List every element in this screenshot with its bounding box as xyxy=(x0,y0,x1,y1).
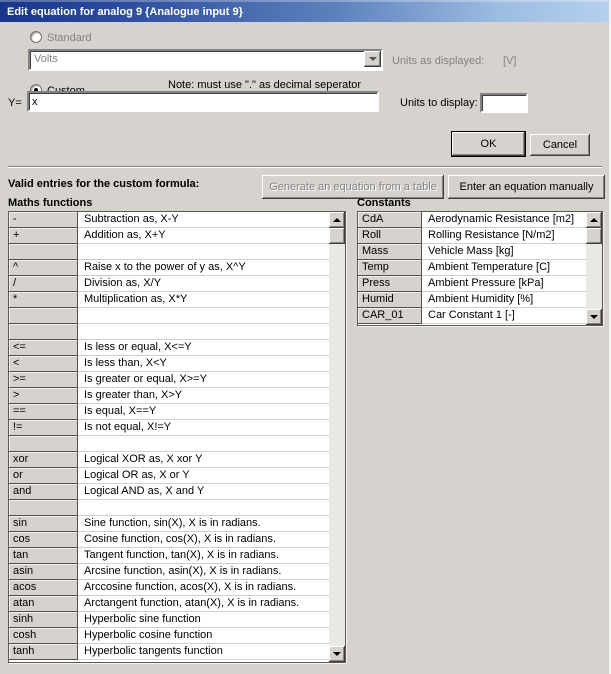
scroll-down-button[interactable] xyxy=(586,309,602,325)
function-description-cell: Is greater or equal, X>=Y xyxy=(78,372,329,388)
function-description-cell: Arctangent function, atan(X), X is in radians. xyxy=(78,596,329,612)
function-description-cell: Hyperbolic cosine function xyxy=(78,628,329,644)
units-as-displayed-value: [V] xyxy=(503,55,517,67)
function-description-cell: Rolling Resistance [N/m2] xyxy=(422,228,586,244)
function-description-cell: Aerodynamic Resistance [m2] xyxy=(422,212,586,228)
function-description-cell: Logical OR as, X or Y xyxy=(78,468,329,484)
function-description-cell: Hyperbolic tangents function xyxy=(78,644,329,660)
function-name-cell: CAR_01 xyxy=(358,308,422,324)
units-as-displayed-label: Units as displayed: xyxy=(392,55,485,67)
table-row[interactable] xyxy=(9,228,329,244)
function-name-cell xyxy=(9,436,78,452)
window-title: Edit equation for analog 9 {Analogue input 9} xyxy=(7,6,243,18)
function-name-cell: Roll xyxy=(358,228,422,244)
table-row[interactable] xyxy=(9,260,329,276)
units-to-display-input[interactable] xyxy=(480,93,528,113)
cancel-button-label: Cancel xyxy=(542,139,578,151)
function-description-cell: Raise x to the power of y as, X^Y xyxy=(78,260,329,276)
constants-title: Constants xyxy=(357,197,411,209)
function-description-cell: Logical XOR as, X xor Y xyxy=(78,452,329,468)
function-name-cell: + xyxy=(9,228,78,244)
maths-functions-table xyxy=(8,211,346,663)
function-name-cell: cosh xyxy=(9,628,78,644)
table-row[interactable] xyxy=(9,468,329,484)
function-description-cell: Hyperbolic sine function xyxy=(78,612,329,628)
function-name-cell: Press xyxy=(358,276,422,292)
table-row[interactable] xyxy=(9,276,329,292)
maths-functions-title: Maths functions xyxy=(8,197,93,209)
enter-equation-manually-button-label: Enter an equation manually xyxy=(459,181,594,193)
standard-radio-label: Standard xyxy=(47,32,92,44)
function-description-cell: Addition as, X+Y xyxy=(78,228,329,244)
function-name-cell: asin xyxy=(9,564,78,580)
table-row[interactable] xyxy=(9,404,329,420)
generate-equation-button-label: Generate an equation from a table xyxy=(269,181,437,193)
table-row[interactable] xyxy=(9,596,329,612)
cancel-button[interactable] xyxy=(530,134,590,156)
table-row[interactable] xyxy=(9,516,329,532)
table-row[interactable] xyxy=(9,612,329,628)
function-description-cell xyxy=(78,500,329,516)
dropdown-selected-value: Volts xyxy=(34,53,58,65)
constants-table xyxy=(357,211,603,326)
maths-functions-rows xyxy=(9,212,329,662)
enter-equation-manually-button[interactable] xyxy=(448,175,605,199)
table-row[interactable] xyxy=(9,532,329,548)
table-row[interactable] xyxy=(9,244,329,260)
table-row[interactable] xyxy=(358,260,586,276)
table-row[interactable] xyxy=(358,244,586,260)
table-row[interactable] xyxy=(9,580,329,596)
title-bar[interactable] xyxy=(0,0,611,22)
scroll-up-button[interactable] xyxy=(329,212,345,228)
function-description-cell xyxy=(78,308,329,324)
function-description-cell: Logical AND as, X and Y xyxy=(78,484,329,500)
section-separator xyxy=(8,166,602,168)
table-row[interactable] xyxy=(358,292,586,308)
ok-button[interactable] xyxy=(451,131,526,157)
scrollbar-thumb[interactable] xyxy=(329,228,345,244)
table-row[interactable] xyxy=(9,292,329,308)
scroll-up-icon xyxy=(333,218,341,222)
valid-entries-label: Valid entries for the custom formula: xyxy=(8,178,200,190)
formula-input[interactable] xyxy=(27,91,379,112)
function-name-cell: tanh xyxy=(9,644,78,660)
function-description-cell: Is less or equal, X<=Y xyxy=(78,340,329,356)
function-description-cell: Vehicle Mass [kg] xyxy=(422,244,586,260)
table-row[interactable] xyxy=(9,644,329,660)
table-row[interactable] xyxy=(9,564,329,580)
table-row[interactable] xyxy=(9,388,329,404)
function-name-cell: != xyxy=(9,420,78,436)
function-name-cell: tan xyxy=(9,548,78,564)
function-name-cell: < xyxy=(9,356,78,372)
table-row[interactable] xyxy=(9,212,329,228)
table-row[interactable] xyxy=(9,308,329,324)
function-name-cell: sinh xyxy=(9,612,78,628)
standard-radio xyxy=(30,31,42,43)
table-row[interactable] xyxy=(358,212,586,228)
constants-rows xyxy=(358,212,586,325)
function-name-cell: == xyxy=(9,404,78,420)
table-row[interactable] xyxy=(9,436,329,452)
table-row[interactable] xyxy=(9,324,329,340)
function-description-cell: Multiplication as, X*Y xyxy=(78,292,329,308)
function-description-cell: Cosine function, cos(X), X is in radians. xyxy=(78,532,329,548)
function-name-cell xyxy=(9,244,78,260)
y-equals-label: Y= xyxy=(8,97,22,109)
standard-units-dropdown xyxy=(28,49,383,71)
chevron-down-icon xyxy=(369,57,377,61)
scrollbar-thumb[interactable] xyxy=(586,228,602,244)
function-name-cell: ^ xyxy=(9,260,78,276)
function-description-cell: Subtraction as, X-Y xyxy=(78,212,329,228)
function-name-cell: / xyxy=(9,276,78,292)
ok-button-label: OK xyxy=(480,138,497,150)
constants-table-scrollbar[interactable] xyxy=(586,212,602,325)
table-row[interactable] xyxy=(9,420,329,436)
function-name-cell xyxy=(9,308,78,324)
function-name-cell: <= xyxy=(9,340,78,356)
function-name-cell: or xyxy=(9,468,78,484)
table-row[interactable] xyxy=(358,308,586,324)
function-description-cell xyxy=(78,244,329,260)
function-description-cell: Is not equal, X!=Y xyxy=(78,420,329,436)
function-name-cell: - xyxy=(9,212,78,228)
function-description-cell: Ambient Humidity [%] xyxy=(422,292,586,308)
table-row[interactable] xyxy=(9,628,329,644)
function-description-cell: Division as, X/Y xyxy=(78,276,329,292)
maths-table-scrollbar[interactable] xyxy=(329,212,345,662)
function-description-cell: Is equal, X==Y xyxy=(78,404,329,420)
scroll-down-icon xyxy=(333,652,341,656)
function-name-cell: > xyxy=(9,388,78,404)
function-description-cell xyxy=(78,436,329,452)
table-row[interactable] xyxy=(9,484,329,500)
function-description-cell: Ambient Temperature [C] xyxy=(422,260,586,276)
function-description-cell: Sine function, sin(X), X is in radians. xyxy=(78,516,329,532)
function-description-cell: Arcsine function, asin(X), X is in radians. xyxy=(78,564,329,580)
table-row[interactable] xyxy=(9,356,329,372)
function-description-cell: Ambient Pressure [kPa] xyxy=(422,276,586,292)
scroll-down-icon xyxy=(590,315,598,319)
scroll-up-button[interactable] xyxy=(586,212,602,228)
function-name-cell: cos xyxy=(9,532,78,548)
scroll-down-button[interactable] xyxy=(329,646,345,662)
function-description-cell: Arccosine function, acos(X), X is in radians. xyxy=(78,580,329,596)
dropdown-arrow-button xyxy=(364,51,381,67)
generate-equation-button xyxy=(262,175,444,199)
decimal-separator-note: Note: must use "." as decimal seperator xyxy=(168,79,362,91)
table-row[interactable] xyxy=(358,228,586,244)
function-name-cell: Humid xyxy=(358,292,422,308)
table-row[interactable] xyxy=(9,340,329,356)
table-row[interactable] xyxy=(9,548,329,564)
scroll-up-icon xyxy=(590,218,598,222)
function-description-cell: Is greater than, X>Y xyxy=(78,388,329,404)
function-name-cell: sin xyxy=(9,516,78,532)
function-name-cell xyxy=(9,500,78,516)
units-to-display-label: Units to display: xyxy=(400,97,478,109)
function-name-cell: xor xyxy=(9,452,78,468)
function-description-cell: Tangent function, tan(X), X is in radians. xyxy=(78,548,329,564)
function-name-cell: acos xyxy=(9,580,78,596)
function-name-cell: Temp xyxy=(358,260,422,276)
function-name-cell: and xyxy=(9,484,78,500)
function-name-cell: CdA xyxy=(358,212,422,228)
function-name-cell xyxy=(9,324,78,340)
table-row[interactable] xyxy=(358,276,586,292)
function-name-cell: atan xyxy=(9,596,78,612)
function-name-cell: >= xyxy=(9,372,78,388)
table-row[interactable] xyxy=(9,372,329,388)
function-name-cell: Mass xyxy=(358,244,422,260)
table-row[interactable] xyxy=(9,452,329,468)
function-description-cell: Car Constant 1 [-] xyxy=(422,308,586,324)
function-description-cell: Is less than, X<Y xyxy=(78,356,329,372)
function-name-cell: * xyxy=(9,292,78,308)
table-row[interactable] xyxy=(9,500,329,516)
function-description-cell xyxy=(78,324,329,340)
